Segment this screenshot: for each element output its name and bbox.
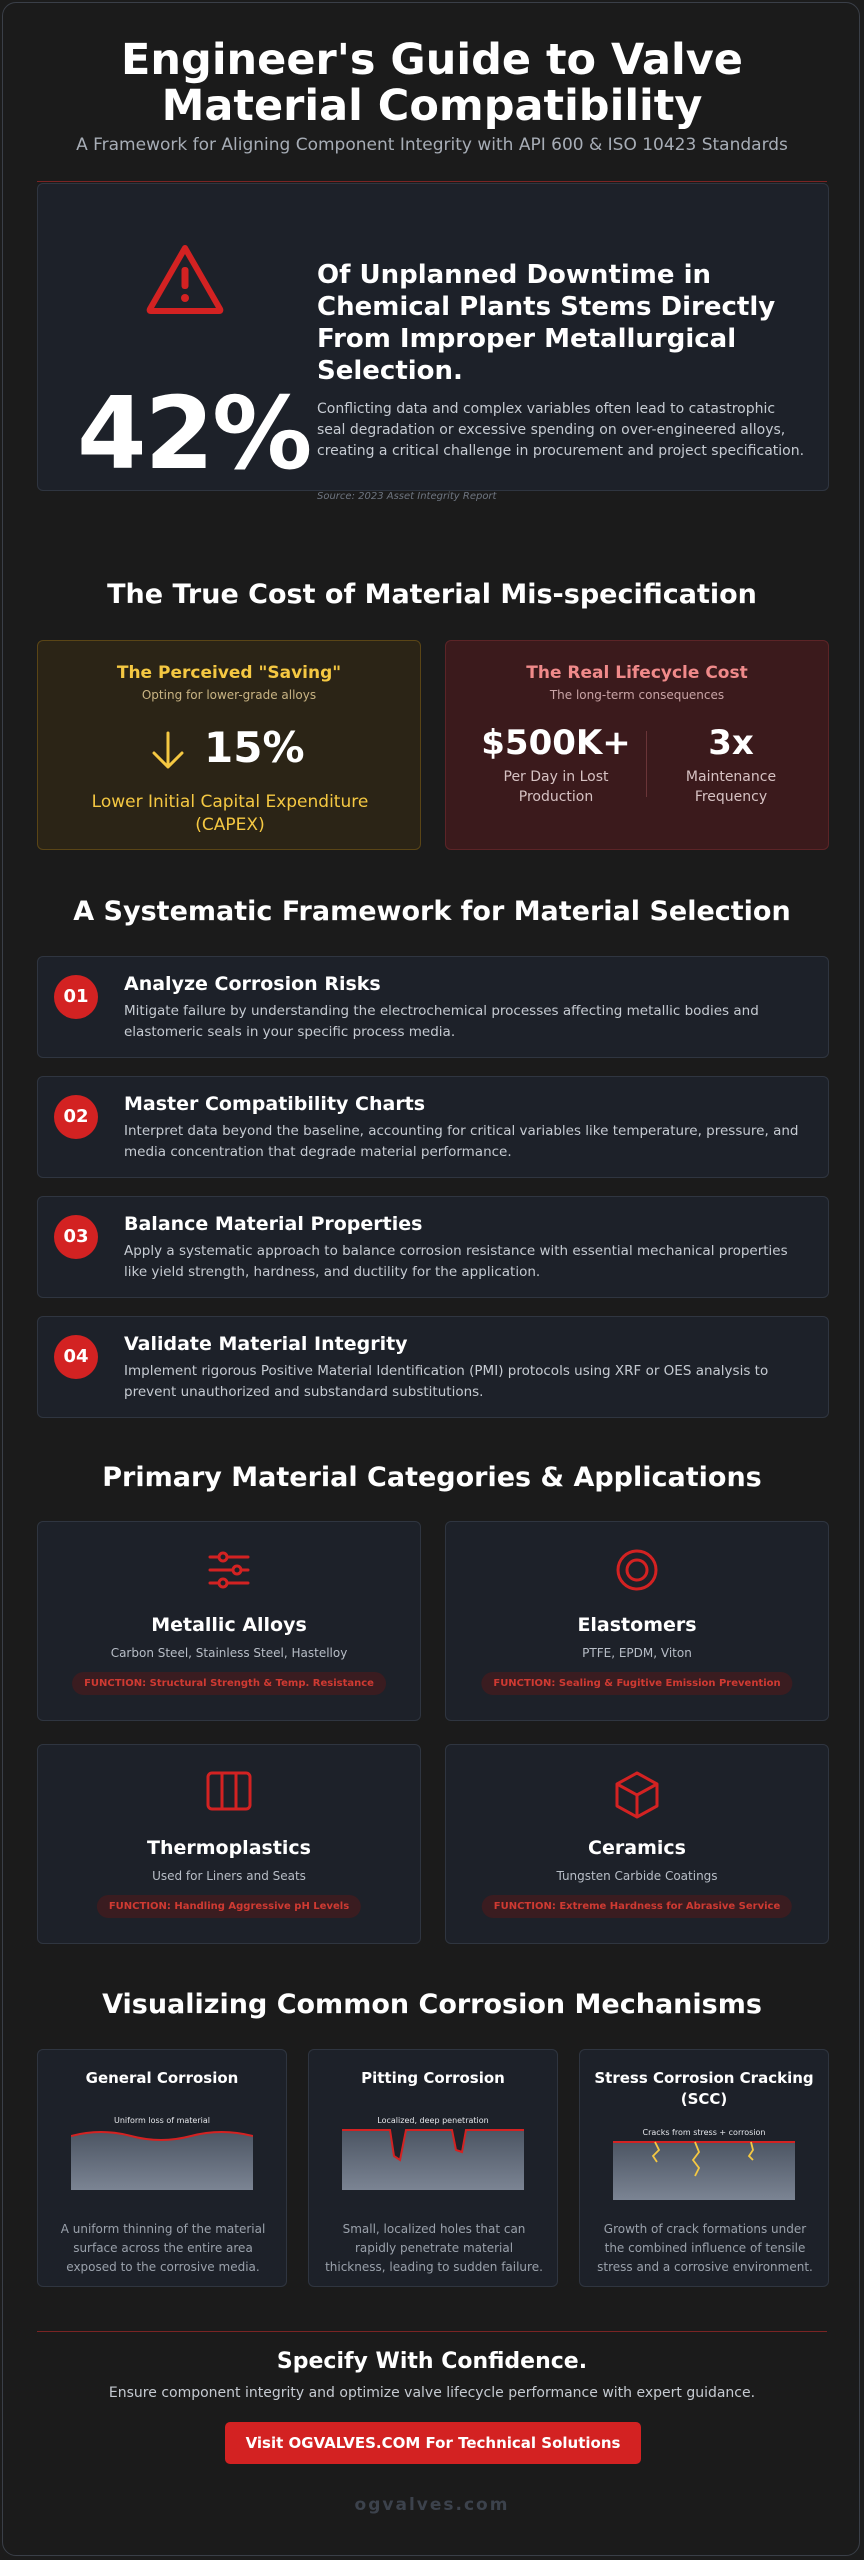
hero-text: Conflicting data and complex variables often lead to catastrophic seal degradation or excessive spending on over-engineered alloys, creating a critical challenge in procurement and project specification.	[317, 401, 805, 459]
perceived-label: Lower Initial Capital Expenditure (CAPEX)	[91, 792, 369, 835]
page-subtitle: A Framework for Aligning Component Integrity with API 600 & ISO 10423 Standards	[76, 135, 788, 155]
step-title: Validate Material Integrity	[124, 1333, 408, 1355]
corrosion-title: General Corrosion	[85, 2069, 239, 2087]
material-card-ceramics	[445, 1744, 829, 1944]
real-subtitle: The long-term consequences	[549, 688, 725, 702]
corrosion-title: Stress Corrosion Cracking (SCC)	[594, 2069, 814, 2108]
cost-heading: The True Cost of Material Mis-specification	[107, 579, 757, 610]
step-text: Interpret data beyond the baseline, accounting for critical variables like temperature, pressure, and media concentration that degrade material performance.	[124, 1123, 799, 1160]
perceived-subtitle: Opting for lower-grade alloys	[141, 688, 317, 702]
divider	[37, 181, 827, 182]
material-subtitle: PTFE, EPDM, Viton	[582, 1646, 692, 1660]
step-number: 02	[54, 1095, 98, 1139]
perceived-value: 15%	[204, 723, 305, 772]
hero-source: Source: 2023 Asset Integrity Report	[317, 491, 497, 502]
step-number: 04	[54, 1335, 98, 1379]
material-title: Metallic Alloys	[151, 1614, 307, 1636]
function-badge: FUNCTION: Structural Strength & Temp. Resistance	[72, 1672, 386, 1695]
diagram-label: Cracks from stress + corrosion	[642, 2128, 766, 2137]
sliders-icon	[207, 1548, 251, 1596]
step-number: 01	[54, 975, 98, 1019]
infographic-frame	[2, 2, 860, 2556]
ring-icon	[615, 1548, 659, 1596]
corrosion-text: A uniform thinning of the material surface across the entire area exposed to the corrosive media.	[60, 2222, 266, 2274]
material-subtitle: Tungsten Carbide Coatings	[556, 1869, 718, 1883]
material-subtitle: Used for Liners and Seats	[152, 1869, 306, 1883]
real-cost-card	[445, 640, 829, 850]
corrosion-title: Pitting Corrosion	[361, 2069, 505, 2087]
material-title: Ceramics	[588, 1837, 686, 1859]
framework-heading: A Systematic Framework for Material Selection	[73, 896, 791, 927]
step-title: Analyze Corrosion Risks	[124, 973, 381, 995]
diagram-label: Uniform loss of material	[114, 2116, 210, 2125]
warning-triangle-icon	[145, 243, 225, 319]
brand-footer: ogvalves.com	[354, 2495, 510, 2515]
material-title: Elastomers	[577, 1614, 697, 1636]
function-badge: FUNCTION: Sealing & Fugitive Emission Prevention	[481, 1672, 792, 1695]
cube-icon	[614, 1771, 660, 1823]
function-badge: FUNCTION: Handling Aggressive pH Levels	[97, 1895, 361, 1918]
materials-heading: Primary Material Categories & Applications	[102, 1462, 762, 1493]
divider	[37, 2331, 827, 2332]
general-corrosion-diagram	[71, 2126, 253, 2190]
step-text: Mitigate failure by understanding the electrochemical processes affecting metallic bodies and elastomeric seals in your specific process media.	[124, 1003, 759, 1040]
scc-diagram	[613, 2140, 795, 2200]
corrosion-card-pitting	[308, 2049, 558, 2287]
footer-heading: Specify With Confidence.	[276, 2349, 588, 2374]
columns-icon	[206, 1771, 252, 1815]
perceived-title: The Perceived "Saving"	[116, 663, 342, 683]
corrosion-card-general	[37, 2049, 287, 2287]
real-stat2-label: Maintenance Frequency	[685, 769, 777, 805]
arrow-down-icon	[150, 731, 186, 775]
hero-headline: Of Unplanned Downtime in Chemical Plants Stems Directly From Improper Metallurgical Selection.	[317, 260, 776, 386]
step-title: Balance Material Properties	[124, 1213, 423, 1235]
stat-divider	[646, 731, 647, 797]
pitting-corrosion-diagram	[342, 2128, 524, 2190]
step-title: Master Compatibility Charts	[124, 1093, 426, 1115]
framework-step	[37, 956, 829, 1058]
material-card-thermoplastics	[37, 1744, 421, 1944]
framework-step	[37, 1196, 829, 1298]
material-card-metallic	[37, 1521, 421, 1721]
diagram-label: Localized, deep penetration	[377, 2116, 489, 2125]
corrosion-heading: Visualizing Common Corrosion Mechanisms	[102, 1989, 762, 2020]
real-stat1-label: Per Day in Lost Production	[503, 769, 609, 805]
material-subtitle: Carbon Steel, Stainless Steel, Hastelloy	[110, 1646, 348, 1660]
perceived-saving-card	[37, 640, 421, 850]
footer-text: Ensure component integrity and optimize valve lifecycle performance with expert guidance.	[108, 2385, 756, 2401]
step-number: 03	[54, 1215, 98, 1259]
real-stat2-value: 3x	[708, 723, 754, 763]
visit-site-button[interactable]: Visit OGVALVES.COM For Technical Solutions	[225, 2422, 641, 2464]
hero-stat: 42%	[77, 375, 311, 492]
material-card-elastomers	[445, 1521, 829, 1721]
corrosion-text: Small, localized holes that can rapidly penetrate material thickness, leading to sudden failure.	[325, 2222, 543, 2274]
framework-step	[37, 1076, 829, 1178]
corrosion-text: Growth of crack formations under the combined influence of tensile stress and a corrosive environment.	[597, 2222, 813, 2274]
function-badge: FUNCTION: Extreme Hardness for Abrasive Service	[482, 1895, 792, 1918]
corrosion-card-scc	[579, 2049, 829, 2287]
material-title: Thermoplastics	[146, 1837, 311, 1859]
step-text: Apply a systematic approach to balance corrosion resistance with essential mechanical properties like yield strength, hardness, and ductility for the application.	[124, 1243, 788, 1280]
page-title: Engineer's Guide to Valve Material Compatibility	[121, 35, 743, 131]
step-text: Implement rigorous Positive Material Identification (PMI) protocols using XRF or OES analysis to prevent unauthorized and substandard substitutions.	[124, 1363, 769, 1400]
real-stat1-value: $500K+	[481, 723, 631, 763]
real-title: The Real Lifecycle Cost	[526, 663, 748, 683]
framework-step	[37, 1316, 829, 1418]
